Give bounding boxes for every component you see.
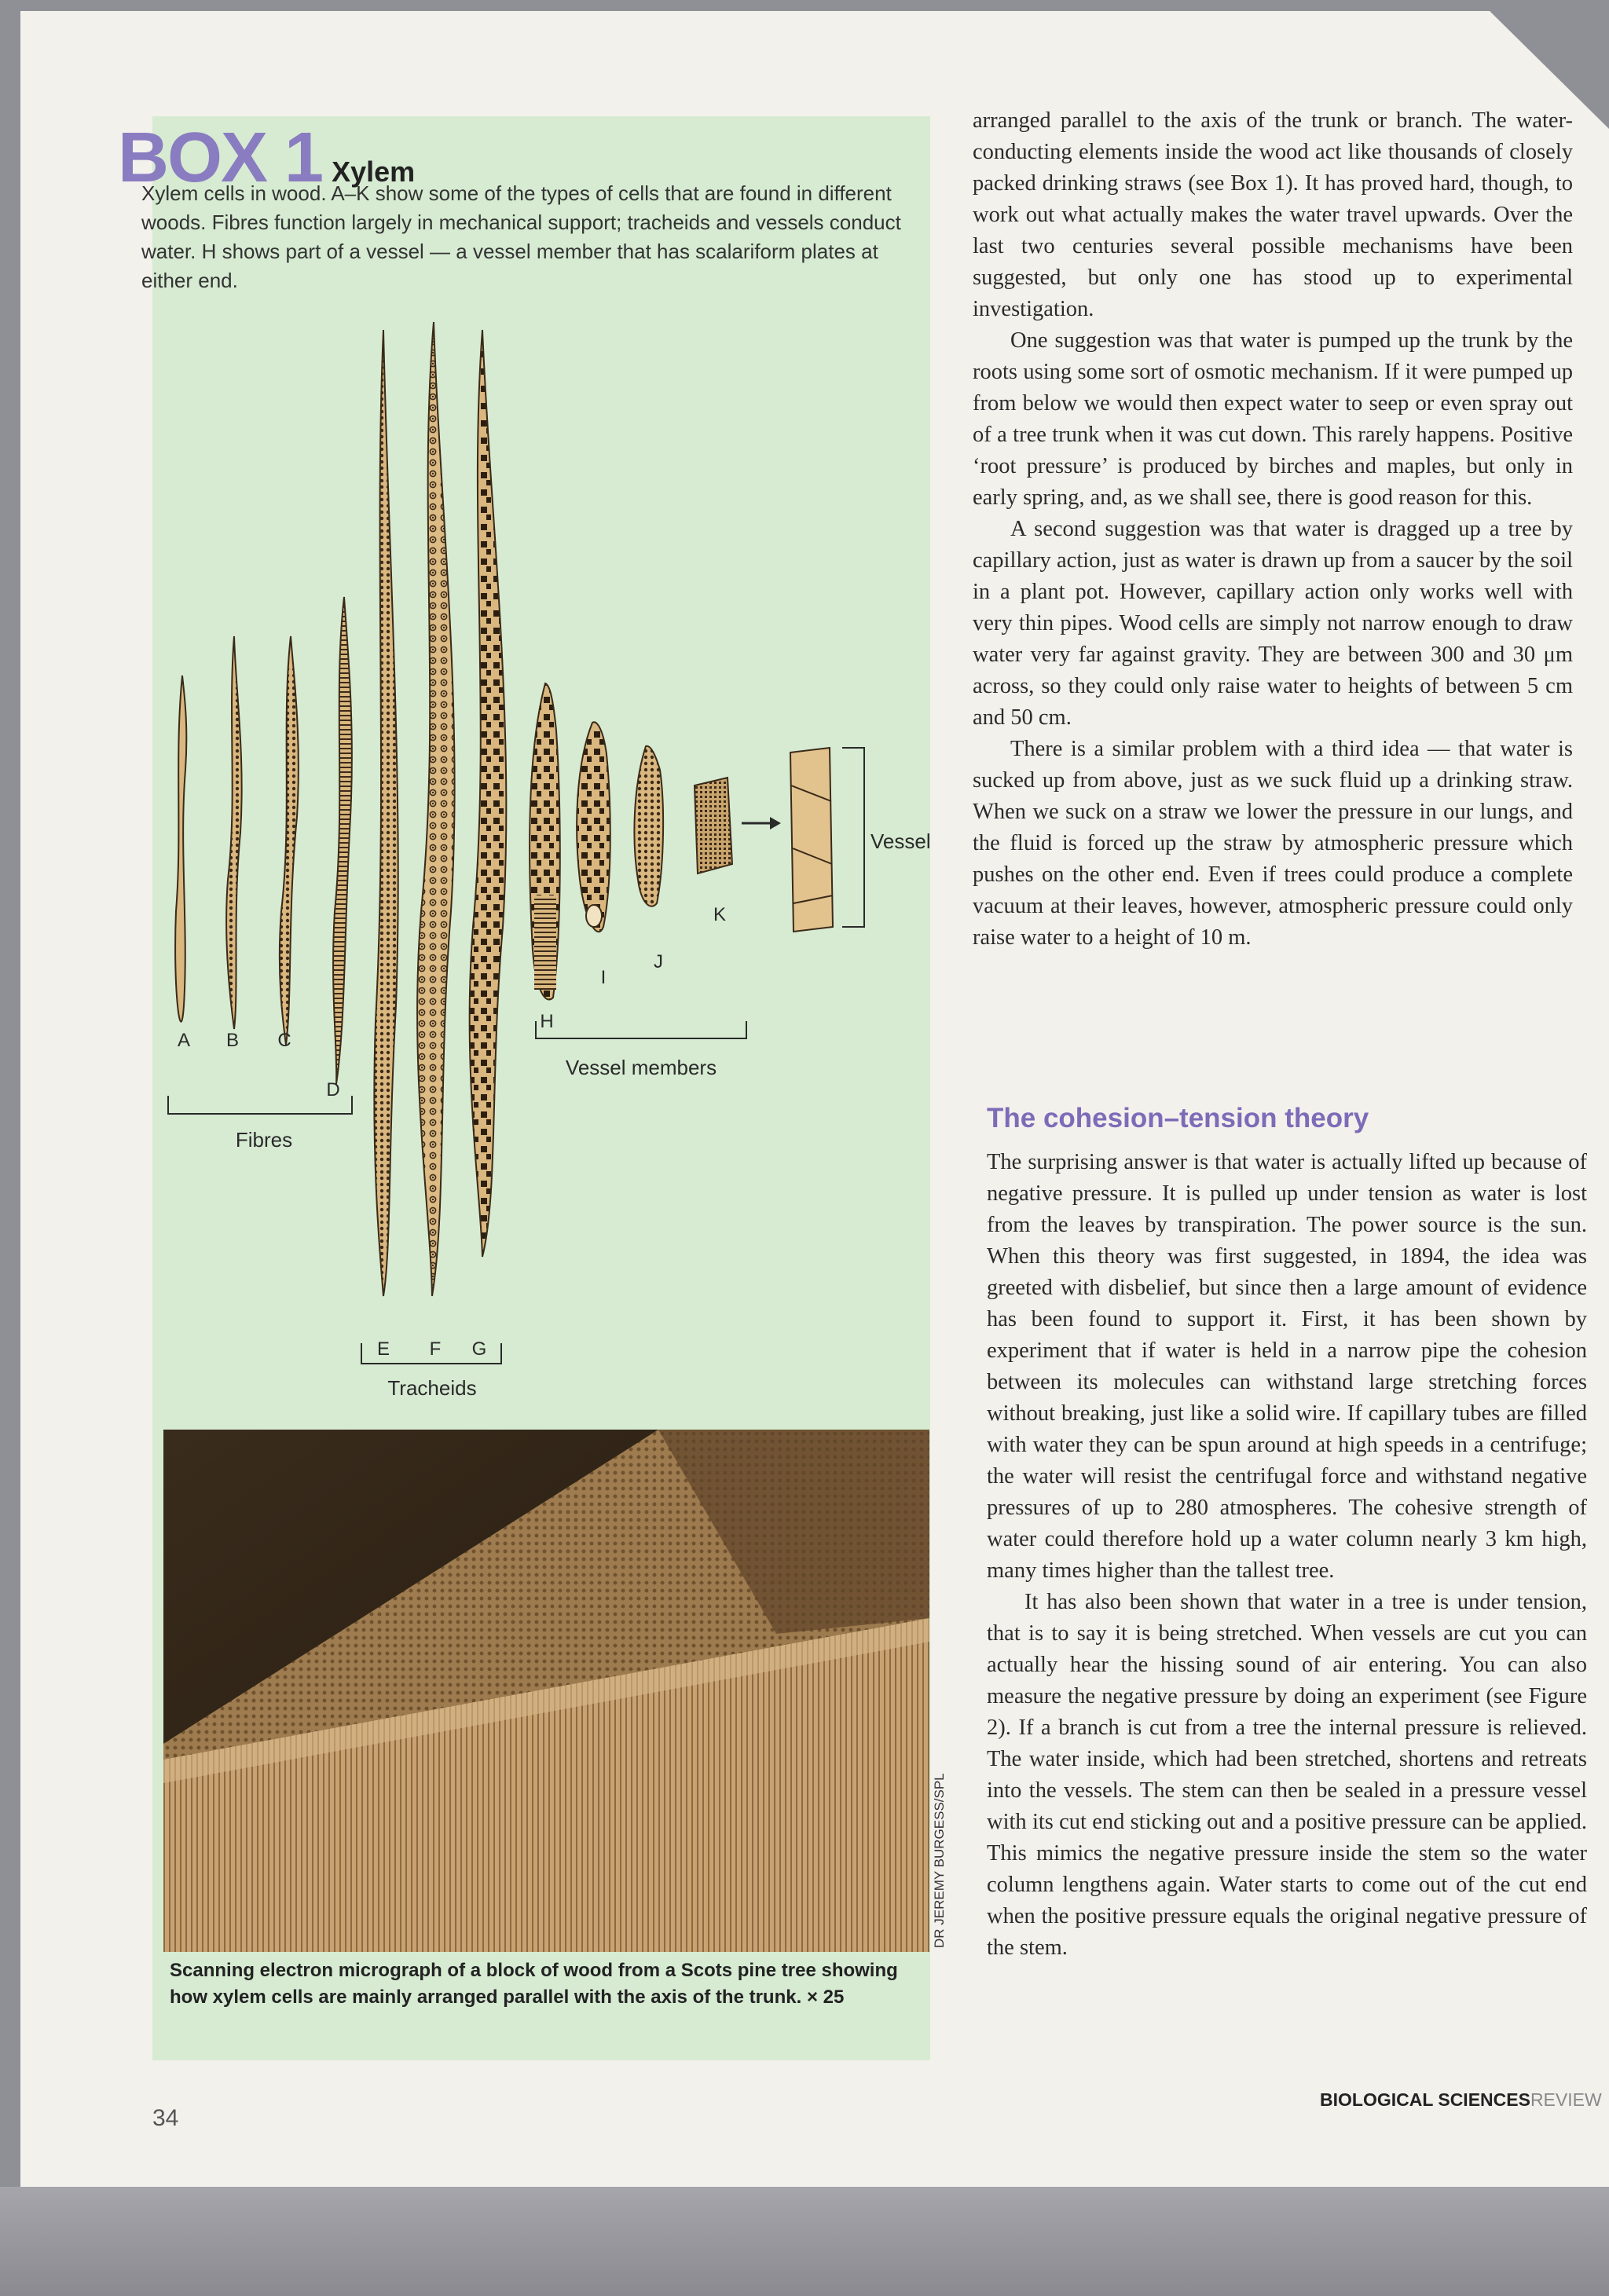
paragraph: There is a similar problem with a third idea — that water is sucked up from above, just as we suck fluid up a drinking straw. When we suck on a straw we lower the pressure in our lungs, and the fluid is forced up the straw by atmospheric pressure which pushes on the other end. Even if trees could produce a complete vacuum at their leaves, however, atmospheric pressure could only raise water to a height of 10 m. [973, 737, 1573, 950]
label-k: K [713, 904, 727, 925]
page-number: 34 [152, 2105, 179, 2131]
label-c: C [277, 1030, 291, 1051]
label-g: G [471, 1338, 487, 1360]
label-b: B [225, 1030, 240, 1051]
label-a: A [177, 1030, 191, 1051]
vessel-cell [790, 748, 833, 932]
vessel-bracket [842, 748, 864, 927]
box-caption: Xylem cells in wood. A–K show some of the types of cells that are found in different woods. Fibres function largely in mechanical support; tracheids and vessels conduct water. H shows part of a vessel — a vessel member that has scalariform plates at either end. [141, 181, 901, 292]
arrow-head [770, 817, 781, 829]
fibre-d-cell [333, 597, 352, 1084]
paragraph: A second suggestion was that water is dragged up a tree by capillary action, just as water is drawn up from a saucer by the soil in a plant pot. However, capillary action only works well with very thin pipes. Wood cells are simply not narrow enough to draw water very far against gravity. They are between 300 and 30 μm across, so they could only raise water to heights of between 5 cm and 50 cm. [973, 517, 1573, 730]
body-column-1 [973, 105, 1573, 954]
paragraph: It has also been shown that water in a tree is under tension, that is to say it is being stretched. When vessels are cut you can actually hear the hissing sound of air entering. You can also measure the negative pressure by doing an experiment (see Figure 2). If a branch is cut from a tree the internal pressure is relieved. The water inside, which had been stretched, shortens and retreats into the vessels. The stem can then be sealed in a pressure vessel with its cut end sticking out and a positive pressure can be applied. This mimics the negative pressure inside the stem so the water column lengthens again. Water starts to come out of the cut end when the positive pressure equals the original negative pressure of the stem. [987, 1590, 1587, 1960]
journal-name-bold: BIOLOGICAL SCIENCES [1320, 2089, 1530, 2110]
paragraph: The surprising answer is that water is actually lifted up because of negative pressure. It is pulled up under tension as water is lost from the leaves by transpiration. The power source is the sun. When this theory was first suggested, in 1894, the idea was greeted with disbelief, but since then a large amount of evidence has been found to support it. First, it has been shown by experiment that if water is held in a narrow pipe the cohesion between its molecules can withstand large stretching forces without breaking, just like a solid wire. If capillary tubes are filled with water they can be spun around at high speeds in a centrifuge; the water will resist the centrifugal force and withstand negative pressures of up to 280 atmospheres. The cohesive strength of water could therefore hold up a water column nearly 3 km high, many times higher than the tallest tree. [987, 1150, 1587, 1583]
vessel-member-k-cell [695, 778, 732, 873]
fibre-b-cell [226, 636, 242, 1029]
label-vessel-members: Vessel members [565, 1056, 717, 1079]
box-name: Xylem [332, 156, 416, 188]
paragraph: arranged parallel to the axis of the trunk or branch. The water-conducting elements inside the wood act like thousands of closely packed drinking straws (see Box 1). It has proved hard, though, to work out what actually makes the water travel upwards. Over the last two centuries several possible mechanisms have been suggested, but only one has stood up to experimental investigation. [973, 108, 1573, 321]
label-i: I [600, 967, 607, 988]
vessel-members-bracket [536, 1021, 746, 1038]
label-f: F [429, 1338, 442, 1360]
body-column-2 [987, 1147, 1587, 1964]
paragraph: One suggestion was that water is pumped up the trunk by the roots using some sort of osmotic mechanism. If it were pumped up from below we would then expect water to seep or even spray out of a tree trunk when it was cut down. This rarely happens. Positive ‘root pressure’ is produced by birches and maples, but only in early spring, and, as we shall see, there is good reason for this. [973, 328, 1573, 510]
vessel-member-i-cell [577, 722, 610, 932]
label-d: D [326, 1079, 340, 1100]
xylem-cells-diagram [152, 314, 938, 1414]
vessel-member-j-cell [634, 746, 663, 906]
journal-name [1320, 2089, 1602, 2111]
label-vessel: Vessel [870, 829, 931, 853]
tracheid-g-cell [470, 330, 507, 1257]
section-heading: The cohesion–tension theory [987, 1103, 1369, 1133]
micrograph-credit: DR JEREMY BURGESS/SPL [932, 1773, 947, 1948]
label-tracheids: Tracheids [387, 1376, 477, 1400]
scan-background [0, 2187, 1609, 2296]
label-e: E [376, 1338, 390, 1360]
fibre-c-cell [280, 636, 299, 1045]
vessel-member-h-plate [534, 895, 556, 990]
scanning-electron-micrograph [163, 1430, 929, 1952]
journal-name-light: REVIEW [1530, 2089, 1602, 2110]
label-j: J [654, 951, 663, 972]
tracheid-f-cell [417, 322, 455, 1296]
fibres-bracket [168, 1096, 352, 1114]
label-fibres: Fibres [235, 1128, 293, 1152]
label-h: H [540, 1011, 554, 1032]
tracheid-e-cell [374, 330, 398, 1296]
fibre-a-cell [175, 676, 186, 1022]
box-number: BOX 1 [118, 119, 323, 197]
micrograph-caption: Scanning electron micrograph of a block of wood from a Scots pine tree showing how xylem cells are mainly arranged parallel with the axis of the trunk. × 25 [170, 1960, 898, 2008]
